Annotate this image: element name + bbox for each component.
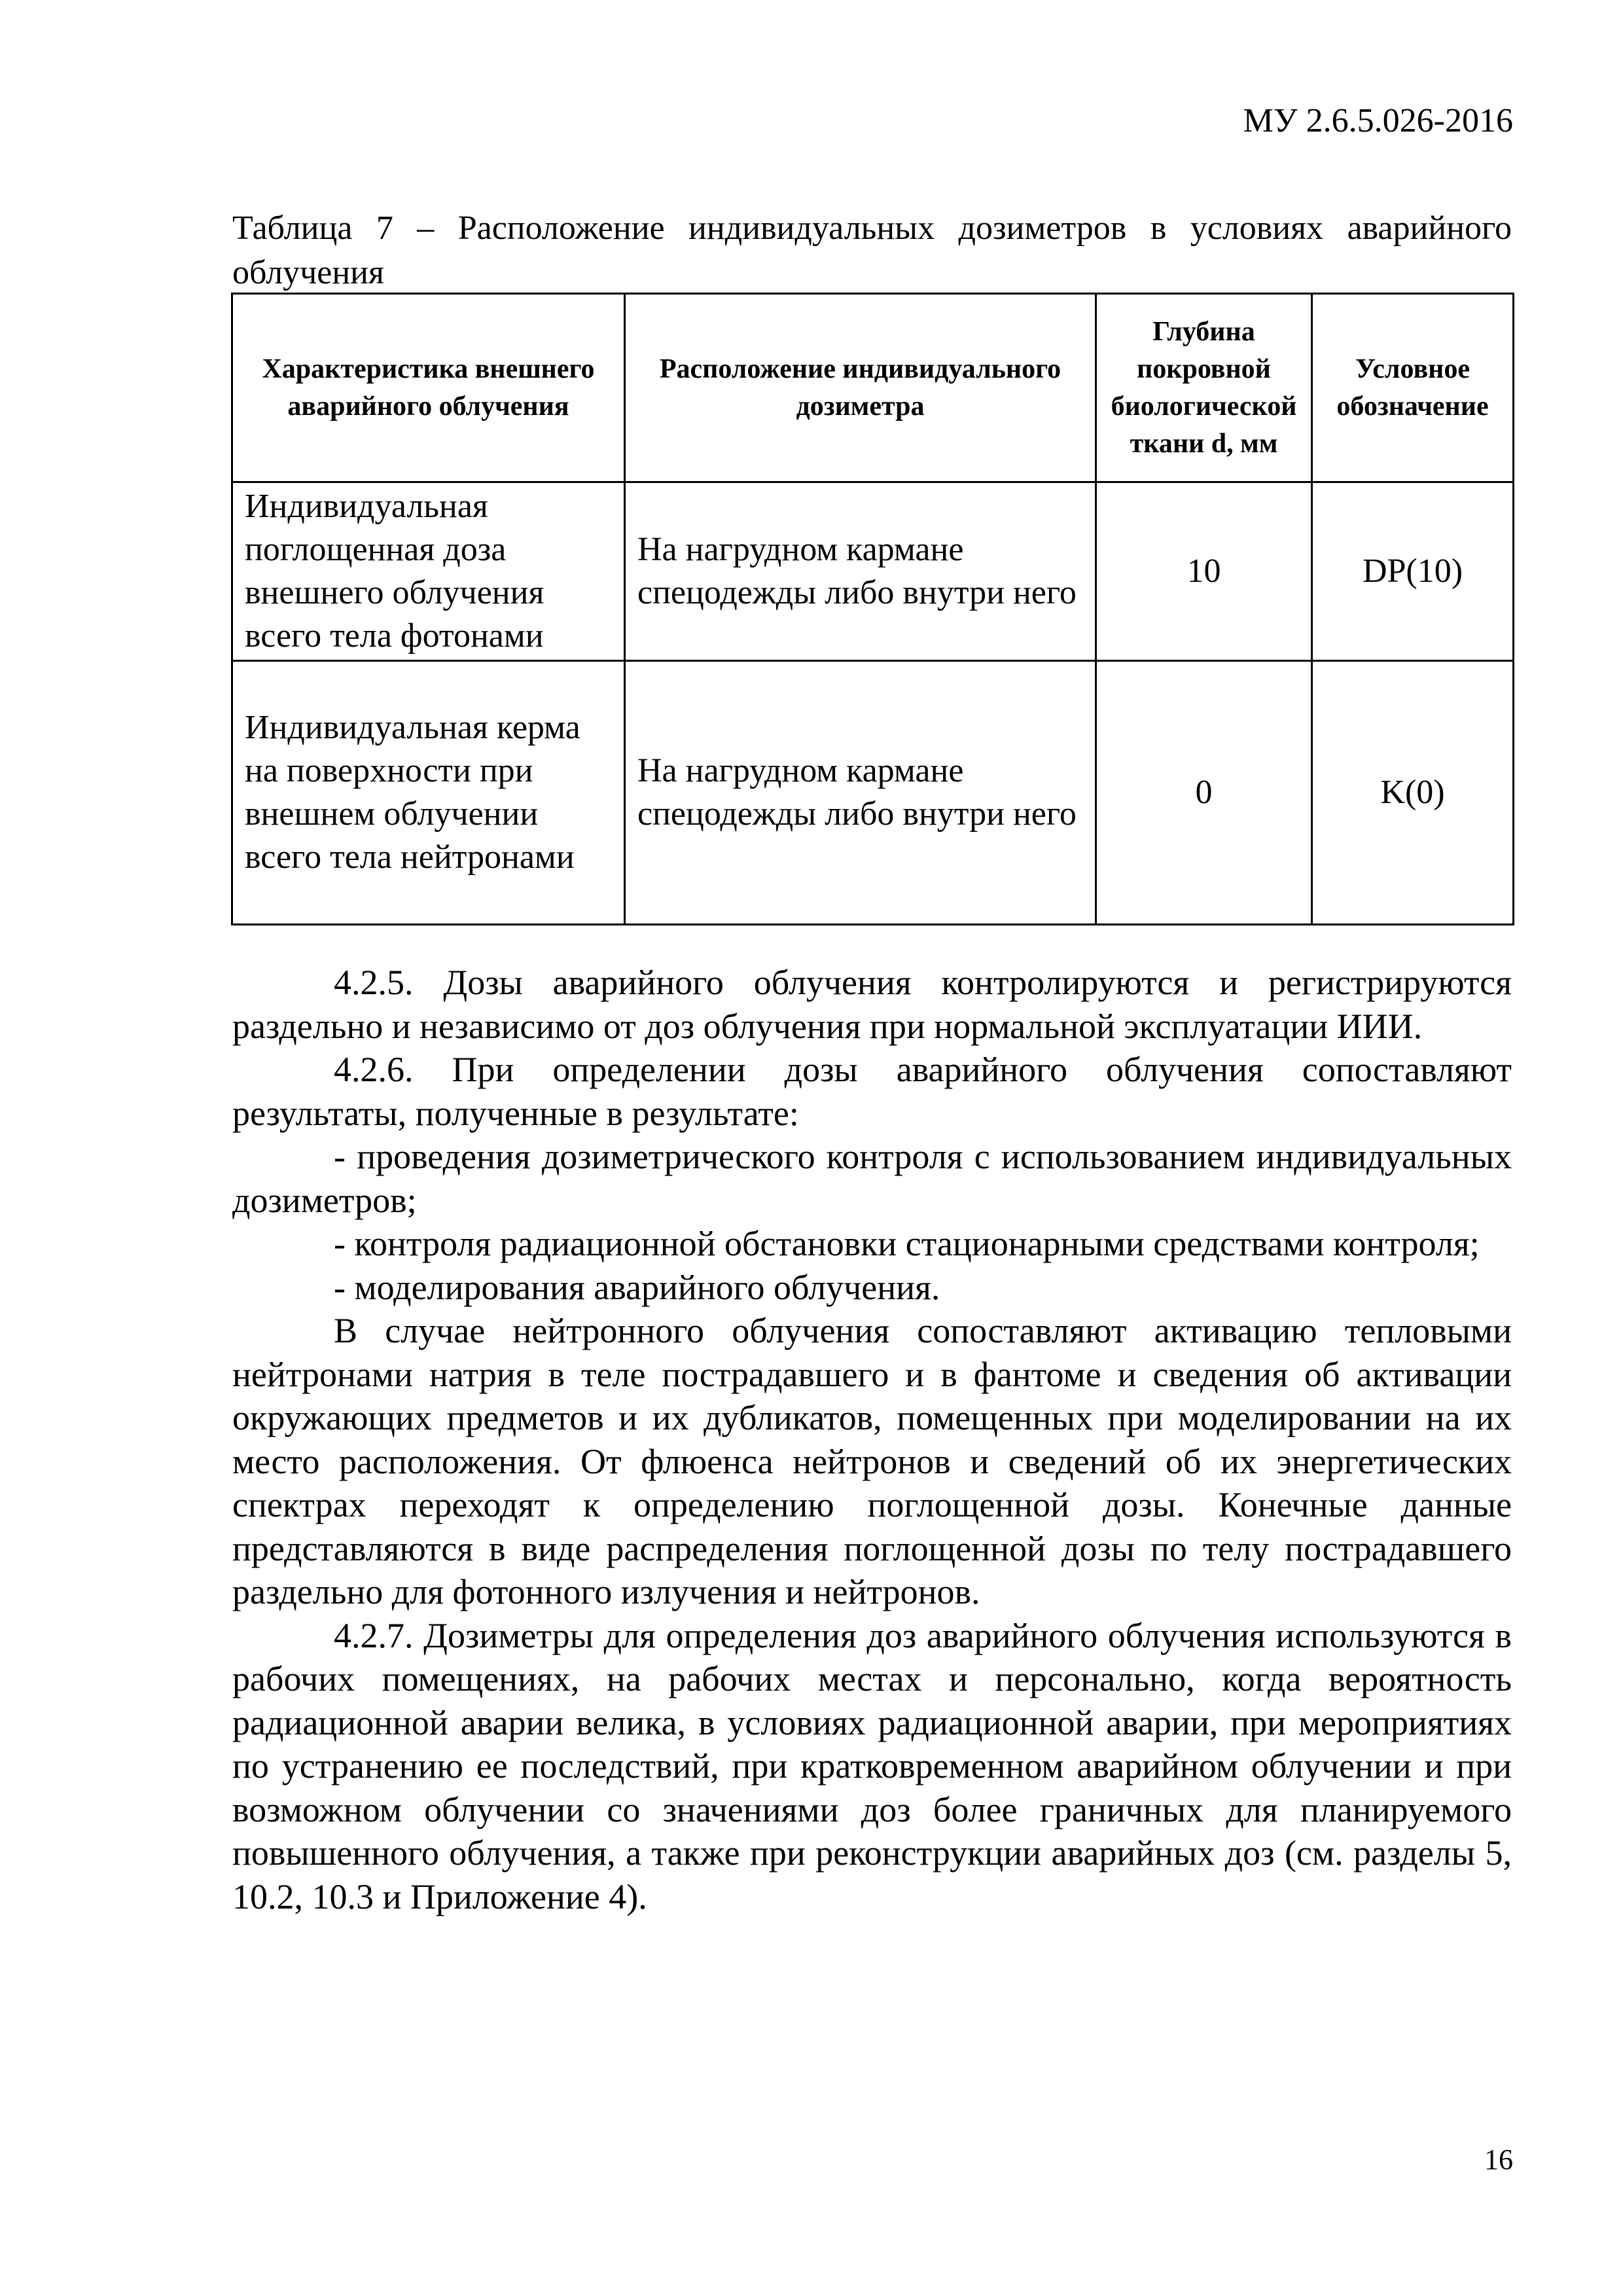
body-text — [232, 961, 1512, 1918]
document-code: МУ 2.6.5.026-2016 — [1243, 102, 1513, 139]
cell-depth: 0 — [1096, 661, 1312, 925]
column-header-characteristic: Характеристика внешнего аварийного облучения — [232, 294, 625, 482]
list-item: - проведения дозиметрического контроля с использованием индивидуальных дозиметров; — [232, 1137, 1512, 1220]
cell-depth: 10 — [1096, 482, 1312, 661]
cell-characteristic: Индивидуальная керма на поверхности при внешнем облучении всего тела нейтронами — [232, 661, 625, 925]
column-header-location: Расположение индивидуального дозиметра — [625, 294, 1096, 482]
page-number: 16 — [1484, 2144, 1513, 2176]
table-header-row — [232, 294, 1514, 482]
column-header-symbol: Условное обозначение — [1312, 294, 1514, 482]
list-item: - контроля радиационной обстановки стационарными средствами контроля; — [334, 1224, 1480, 1263]
cell-symbol: DP(10) — [1312, 482, 1514, 661]
table-row — [232, 661, 1514, 925]
table-caption: Таблица 7 – Расположение индивидуальных дозиметров в условиях аварийного облучения — [232, 209, 1512, 291]
cell-characteristic: Индивидуальная поглощенная доза внешнего облучения всего тела фотонами — [232, 482, 625, 661]
cell-location: На нагрудном кармане спецодежды либо внутри него — [625, 661, 1096, 925]
table-row — [232, 482, 1514, 661]
dosimeter-placement-table — [231, 293, 1514, 925]
paragraph-4-2-5: 4.2.5. Дозы аварийного облучения контролируются и регистрируются раздельно и независимо от доз облучения при нормальной эксплуатации ИИИ. — [232, 963, 1512, 1046]
cell-symbol: K(0) — [1312, 661, 1514, 925]
paragraph-4-2-7: 4.2.7. Дозиметры для определения доз аварийного облучения используются в рабочих помещениях, на рабочих местах и персонально, когда вероятность радиационной аварии велика, в условиях радиационной аварии, при мероприятиях по устранению ее последствий, при кратковременном аварийном облучении и при возможном облучении со значениями доз более граничных для планируемого повышенного облучения, а также при реконструкции аварийных доз (см. разделы 5, 10.2, 10.3 и Приложение 4). — [232, 1615, 1512, 1916]
cell-location: На нагрудном кармане спецодежды либо внутри него — [625, 482, 1096, 661]
paragraph-4-2-6: 4.2.6. При определении дозы аварийного облучения сопоставляют результаты, полученные в результате: — [232, 1050, 1512, 1133]
column-header-depth: Глубина покровной биологической ткани d, мм — [1096, 294, 1312, 482]
list-item: - моделирования аварийного облучения. — [334, 1267, 940, 1307]
paragraph-neutron-exposure: В случае нейтронного облучения сопоставляют активацию тепловыми нейтронами натрия в теле пострадавшего и в фантоме и сведения об активации окружающих предметов и их дубликатов, помещенных при моделировании на их место расположения. От флюенса нейтронов и сведений об их энергетических спектрах переходят к определению поглощенной дозы. Конечные данные представляются в виде распределения поглощенной дозы по телу пострадавшего раздельно для фотонного излучения и нейтронов. — [232, 1311, 1512, 1611]
